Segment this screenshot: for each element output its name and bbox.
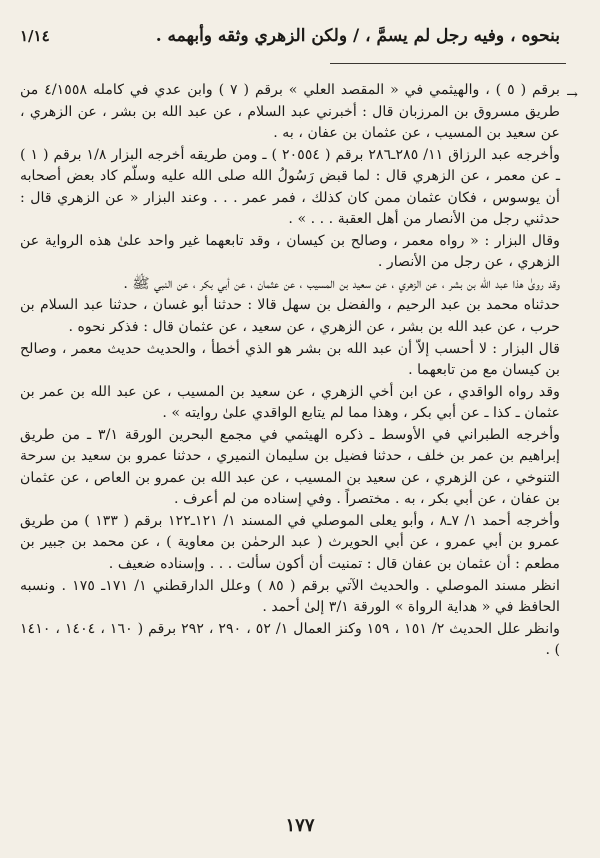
footnote-paragraph: وأخرجه عبد الرزاق ١١/ ٢٨٥ـ٢٨٦ برقم ( ٢٠٥٥٤ ) ـ ومن طريقه أخرجه البزار ١/٨ برقم ( ١ ) ـ عن معمر ، عن الزهري قال : لما قبض رَسُولُ الله صلى الله عليه وسلّم كاد بعض أصحابه أن يوسوس ، فكان عثمان ممن كان كذلك ، فمر عمر . . . وعند البزار « عن الزهري قال : حدثني رجل من الأنصار من أهل العقبة . . . » . <box>20 146 560 228</box>
footnote-divider <box>330 63 566 64</box>
footnote-paragraph: وقد روىٰ هذا عبد الله بن بشر ، عن الزهري ، عن سعيد بن المسيب ، عن عثمان ، عن أبي بكر ، عن النبي ﷺ . <box>123 275 560 292</box>
header-reference: ١/١٤ <box>20 27 50 45</box>
footnote-paragraph: حدثناه محمد بن عبد الرحيم ، والفضل بن سهل قالا : حدثنا أبو غسان ، حدثنا عبد السلام بن حرب ، عن عبد الله بن بشر ، عن الزهري ، عن سعيد ، عن عثمان قال : فذكر نحوه . <box>20 297 560 336</box>
page-number: ١٧٧ <box>285 815 315 836</box>
footnote-paragraph: وانظر علل الحديث ٢/ ١٥١ ، ١٥٩ وكنز العمال ١/ ٥٢ ، ٢٩٠ ، ٢٩٢ برقم ( ١٦٠ ، ١٤٠٤ ، ١٤١٠ ) . <box>20 620 561 659</box>
header-text: بنحوه ، وفيه رجل لم يسمَّ ، / ولكن الزهري وثقه وأبهمه . <box>155 26 560 46</box>
footnote-paragraph: قال البزار : لا أحسب إلاّ أن عبد الله بن بشر هو الذي أخطأ ، والحديث حديث معمر ، وصالح بن كيسان مع من تابعهما . <box>20 340 560 379</box>
running-header <box>20 22 560 50</box>
footnote-paragraph: وأخرجه الطبراني في الأوسط ـ ذكره الهيثمي في مجمع البحرين الورقة ٣/١ ـ من طريق إبراهيم بن عمر بن خلف ، حدثنا فضيل بن سليمان النميري ، حدثنا عمرو بن سعيد بن سرحة التنوخي ، عن الزهري ، عن سعيد بن المسيب ، عن عبد الله بن عمرو بن العاص ، عن عثمان بن عفان ، عن أبي بكر ، به . مختصراً . وفي إسناده من لم أعرف . <box>20 426 560 508</box>
footnote-paragraph: برقم ( ٥ ) ، والهيثمي في « المقصد العلي » برقم ( ٧ ) وابن عدي في كامله ٤/١٥٥٨ من طريق مسروق بن المرزبان قال : أخبرني عبد السلام ، عن عبد الله بن بشر ، عن الزهري ، عن سعيد بن المسيب ، عن عثمان بن عفان ، به . <box>20 82 560 142</box>
footnote-paragraph: انظر مسند الموصلي . والحديث الآتي برقم ( ٨٥ ) وعلل الدارقطني ١/ ١٧١ـ ١٧٥ . ونسبه الحافظ في « هداية الرواة » الورقة ٣/١ إلىٰ أحمد . <box>20 577 561 616</box>
footnote-paragraph: وأخرجه أحمد ١/ ٧ـ٨ ، وأبو يعلى الموصلي في المسند ١/ ١٢١ـ١٢٢ برقم ( ١٣٣ ) من طريق عمرو بن أبي عمرو ، عن أبي الحويرث ( عبد الرحمٰن بن معاوية ) ، عن محمد بن جبير بن مطعم : أن عثمان بن عفان قال : تمنيت أن أكون سألت . . . وإسناده ضعيف . <box>20 512 560 573</box>
footnote-body <box>20 80 560 662</box>
arrow-left-icon: → <box>566 87 578 103</box>
footnote-paragraph: وقال البزار : « رواه معمر ، وصالح بن كيسان ، وقد تابعهما غير واحد علىٰ هذه الرواية عن الزهري ، عن رجل من الأنصار . <box>20 232 560 271</box>
footnote-paragraph: وقد رواه الواقدي ، عن ابن أخي الزهري ، عن سعيد بن المسيب ، عن عبد الله بن عمر بن عثمان ـ كذا ـ عن أبي بكر ، وهذا مما لم يتابع الواقدي علىٰ روايته » . <box>20 383 560 422</box>
